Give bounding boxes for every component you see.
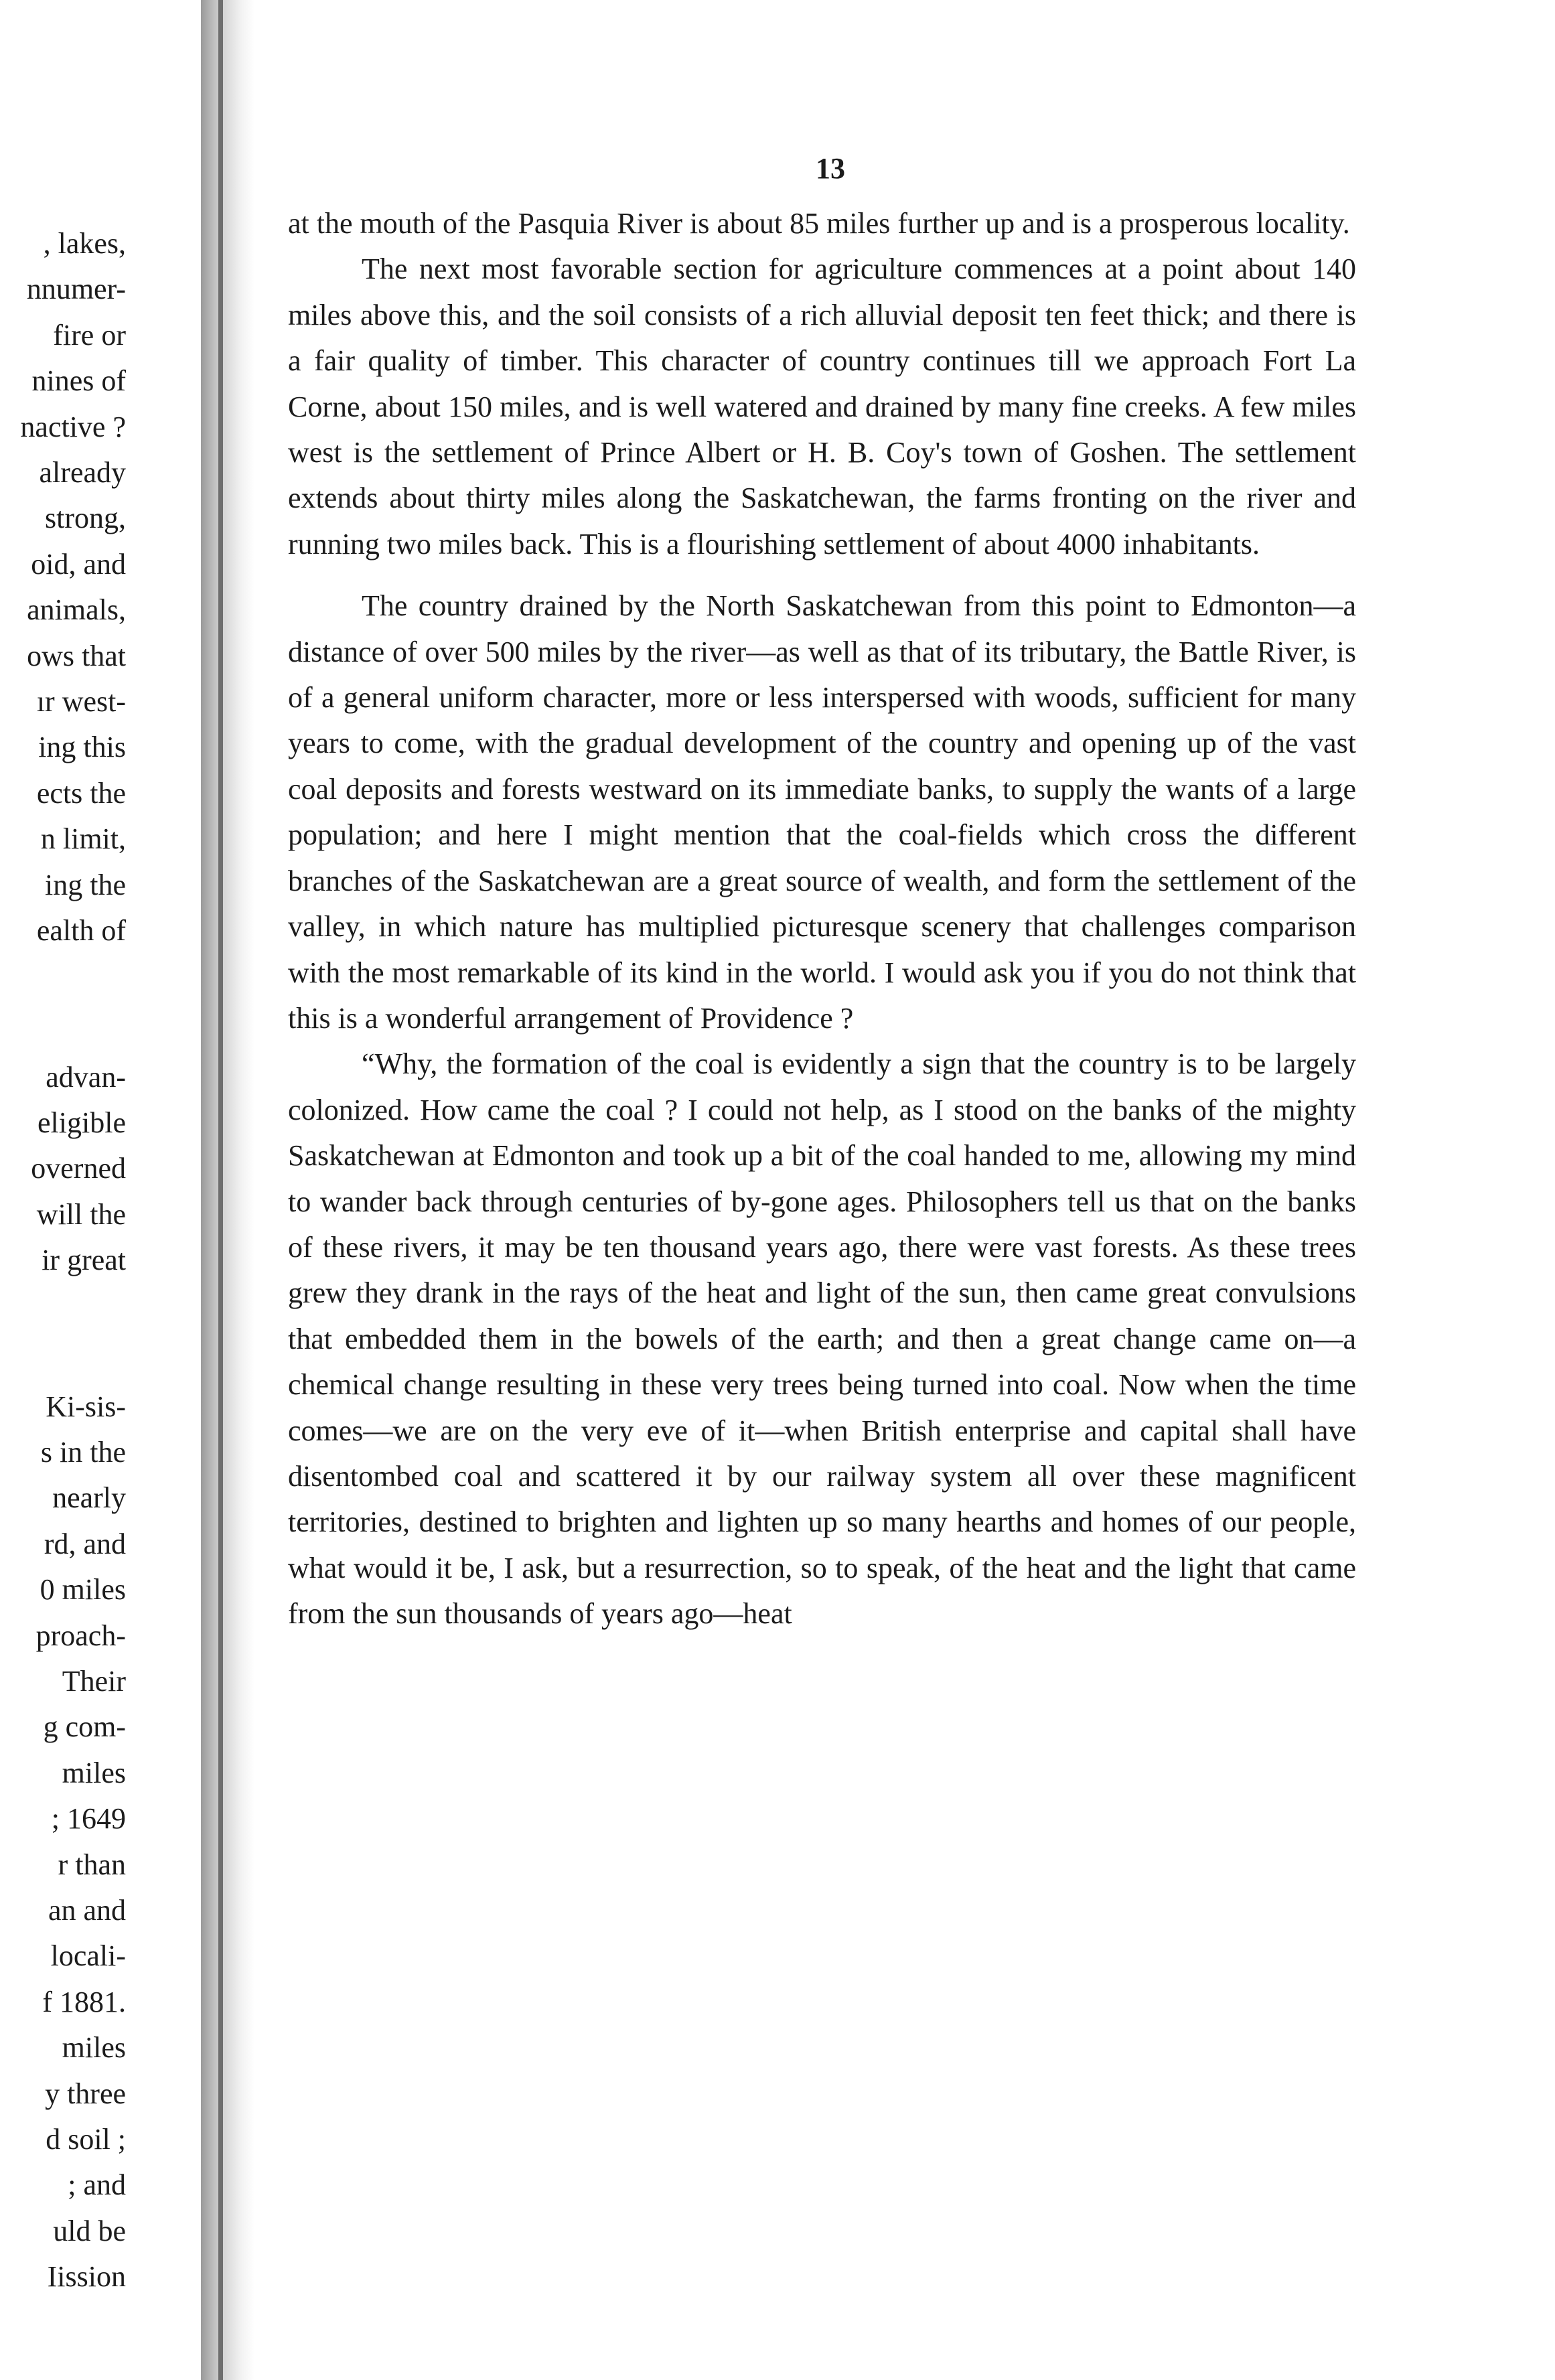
- facing-page-line: ing this: [38, 731, 126, 764]
- facing-page-line: miles: [62, 1756, 126, 1789]
- facing-page-line: Iission: [47, 2260, 126, 2294]
- facing-page-line: ; and: [68, 2168, 126, 2202]
- facing-page-line: nnumer-: [26, 273, 126, 306]
- facing-page-line: ir great: [42, 1244, 126, 1277]
- facing-page-line: 0 miles: [40, 1573, 126, 1607]
- facing-page-line: uld be: [53, 2214, 126, 2247]
- facing-page-line: rd, and: [44, 1527, 126, 1560]
- facing-page-line: Ki-sis-: [46, 1390, 126, 1423]
- facing-page-line: ır west-: [36, 685, 126, 719]
- facing-page-line: nearly: [52, 1481, 126, 1515]
- facing-page-line: s in the: [40, 1435, 126, 1469]
- facing-page-line: d soil ;: [46, 2123, 126, 2156]
- facing-page-gap: [0, 954, 134, 1055]
- facing-page-line: miles: [62, 2031, 126, 2065]
- binding-line: [218, 0, 223, 2380]
- facing-page-text-fragments: [0, 221, 134, 2364]
- facing-page-line: locali-: [50, 1939, 126, 1973]
- paragraph-coal-formation: “Why, the formation of the coal is evidently a sign that the country is to be largely colonized. How came the coal ? I could not help, as I stood on the banks of the mighty Saskatchewan at Edmonton and took up a bit of the coal handed to me, allowing my mind to wander back through centuries of by-gone ages. Philosophers tell us that on the banks of these rivers, it may be ten thousand years ago, there were vast forests. As these trees grew they drank in the rays of the heat and light of the sun, then came great convulsions that embedded them in the bowels of the earth; and then a great change came on—a chemical change resulting in these very trees being turned into coal. Now when the time comes—we are on the very eve of it—when British enterprise and capital shall have disentombed coal and scattered it by our railway system all over these magnificent territories, destined to brighten and lighten up so many hearths and homes of our people, what would it be, I ask, but a resurrection, so to speak, of the heat and the light that came from the sun thousands of years ago—heat: [288, 1047, 1356, 1631]
- facing-page-line: ealth of: [36, 914, 126, 948]
- facing-page-line: overned: [31, 1152, 126, 1185]
- facing-page-line: advan-: [46, 1060, 126, 1094]
- facing-page-line: will the: [36, 1197, 126, 1231]
- facing-page-line: f 1881.: [42, 1985, 126, 2018]
- facing-page-line: oid, and: [31, 547, 126, 581]
- facing-page-line: ing the: [45, 868, 126, 901]
- facing-page-line: ows that: [27, 639, 126, 672]
- facing-page-group-3: [0, 1384, 134, 2300]
- facing-page-line: fire or: [53, 318, 126, 352]
- facing-page-group-2: [0, 1055, 134, 1284]
- facing-page-line: eligible: [38, 1106, 126, 1139]
- facing-page-line: y three: [45, 2077, 126, 2110]
- facing-page-line: an and: [48, 1894, 126, 1927]
- page-body: [288, 201, 1356, 1637]
- paragraph-north-saskatchewan: The country drained by the North Saskatchewan from this point to Edmonton—a distance of over 500 miles by the river—as well as that of its tributary, the Battle River, is of a general uniform character, more or less interspersed with woods, sufficient for many years to come, with the gradual development of the country and opening up of the vast coal deposits and forests westward on its immediate banks, to supply the wants of a large population; and here I might mention that the coal-fields which cross the different branches of the Saskatchewan are a great source of wealth, and form the settlement of the valley, in which nature has multiplied picturesque scenery that challenges comparison with the most remarkable of its kind in the world. I would ask you if you do not think that this is a wonderful arrangement of Providence ?: [288, 589, 1356, 1035]
- page-number: 13: [816, 152, 845, 185]
- facing-page-line: animals,: [27, 593, 126, 627]
- paragraph-agriculture-section: The next most favorable section for agriculture commences at a point about 140 miles above this, and the soil consists of a rich alluvial deposit ten feet thick; and there is a fair quality of timber. This character of country continues till we approach Fort La Corne, about 150 miles, and is well watered and drained by many fine creeks. A few miles west is the settlement of Prince Albert or H. B. Coy's town of Goshen. The settlement extends about thirty miles along the Saskatchewan, the farms fronting on the river and running two miles back. This is a flourishing settlement of about 4000 inhabitants.: [288, 252, 1356, 561]
- facing-page-line: n limit,: [40, 822, 126, 856]
- paragraph-continuation: at the mouth of the Pasquia River is about 85 miles further up and is a prosperous locality.: [288, 207, 1350, 240]
- facing-page-line: nactive ?: [20, 410, 126, 443]
- facing-page-line: , lakes,: [43, 227, 126, 260]
- facing-page-line: Their: [62, 1664, 126, 1698]
- facing-page-group-1: [0, 221, 134, 954]
- facing-page-line: r than: [58, 1848, 126, 1881]
- facing-page-gap: [0, 1284, 134, 1384]
- facing-page-line: strong,: [45, 502, 126, 535]
- facing-page-line: nines of: [31, 364, 126, 398]
- facing-page-line: already: [39, 456, 126, 490]
- facing-page-line: proach-: [35, 1619, 126, 1652]
- facing-page-line: ; 1649: [51, 1802, 126, 1836]
- facing-page-line: ects the: [36, 776, 126, 810]
- facing-page-line: g com-: [43, 1710, 126, 1744]
- page-gutter-shadow: [201, 0, 254, 2380]
